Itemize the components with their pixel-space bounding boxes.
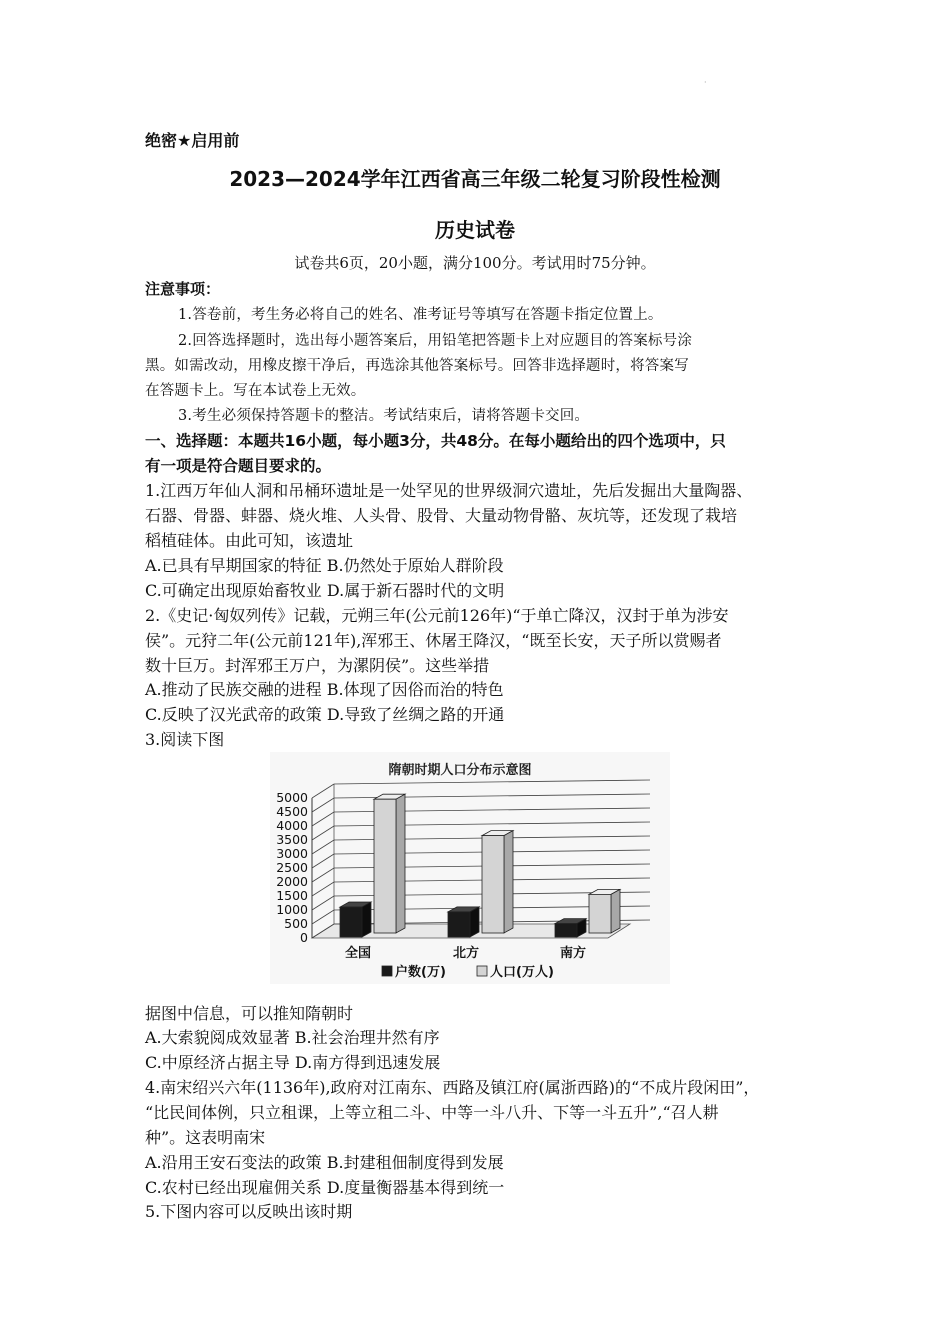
exam-subject: 历史试卷 — [435, 218, 515, 242]
x-category-label: 全国 — [344, 946, 372, 961]
legend-label: 人口(万人) — [490, 965, 554, 980]
q4-stem-2: “比民间体例，只立租课，上等立租二斗、中等一斗八升、下等一斗五升”,“召人耕 — [145, 1103, 719, 1122]
bar-1-2 — [589, 894, 611, 933]
y-tick-label: 5000 — [276, 790, 308, 805]
bar-side — [362, 902, 371, 937]
q1-options-ab: A.已具有早期国家的特征 B.仍然处于原始人群阶段 — [145, 556, 504, 575]
y-tick-label: 2000 — [276, 874, 308, 889]
q3-stem: 3.阅读下图 — [145, 730, 225, 749]
legend-swatch — [382, 966, 392, 976]
x-category-label: 南方 — [559, 946, 587, 961]
y-tick-label: 4500 — [276, 804, 308, 819]
q3-follow: 据图中信息，可以推知隋朝时 — [145, 1004, 354, 1023]
q4-options-ab: A.沿用王安石变法的政策 B.封建租佃制度得到发展 — [145, 1153, 504, 1172]
notice-item-3: 3.考生必须保持答题卡的整洁。考试结束后，请将答题卡交回。 — [178, 408, 590, 424]
legend-swatch — [477, 966, 487, 976]
q1-stem-3: 稻植硅体。由此可知，该遗址 — [145, 531, 354, 550]
q2-stem-2: 侯”。元狩二年(公元前121年),浑邪王、休屠王降汉，“既至长安，天子所以赏赐者 — [145, 631, 722, 650]
exam-title: 2023—2024学年江西省高三年级二轮复习阶段性检测 — [229, 167, 721, 191]
y-tick-label: 3000 — [276, 846, 308, 861]
y-tick-label: 1000 — [276, 902, 308, 917]
y-tick-label: 3500 — [276, 832, 308, 847]
y-tick-label: 500 — [284, 916, 308, 931]
legend-label: 户数(万) — [395, 965, 446, 980]
exam-meta: 试卷共6页，20小题，满分100分。考试用时75分钟。 — [294, 254, 656, 272]
q2-options-ab: A.推动了民族交融的进程 B.体现了因俗而治的特色 — [145, 680, 504, 699]
bar-1-1 — [482, 836, 504, 933]
bar-0-2 — [555, 924, 577, 937]
chart-title: 隋朝时期人口分布示意图 — [388, 763, 532, 778]
confidential-label: 绝密★启用前 — [145, 131, 240, 150]
bar-side — [396, 794, 405, 933]
q4-options-cd: C.农村已经出现雇佣关系 D.度量衡器基本得到统一 — [145, 1178, 505, 1197]
notice-item-2-cont2: 在答题卡上。写在本试卷上无效。 — [145, 383, 366, 399]
bar-0-1 — [448, 912, 470, 937]
section-heading: 一、选择题：本题共16小题，每小题3分，共48分。在每小题给出的四个选项中，只 — [145, 432, 726, 450]
y-tick-label: 0 — [300, 930, 308, 945]
bar-side — [611, 889, 620, 933]
notice-heading: 注意事项： — [145, 280, 221, 298]
bar-0-0 — [340, 907, 362, 937]
bar-side — [470, 907, 479, 937]
y-tick-label: 1500 — [276, 888, 308, 903]
notice-item-2-cont: 黑。如需改动，用橡皮擦干净后，再选涂其他答案标号。回答非选择题时，将答案写 — [145, 358, 689, 374]
q1-options-cd: C.可确定出现原始畜牧业 D.属于新石器时代的文明 — [145, 581, 505, 600]
bar-1-0 — [374, 799, 396, 933]
q4-stem: 4.南宋绍兴六年(1136年),政府对江南东、西路及镇江府(属浙西路)的“不成片段闲田”， — [145, 1078, 760, 1097]
q2-options-cd: C.反映了汉光武帝的政策 D.导致了丝绸之路的开通 — [145, 705, 505, 724]
q2-stem: 2.《史记·匈奴列传》记载，元朔三年(公元前126年)“于单亡降汉，汉封于单为涉安 — [145, 606, 729, 625]
q1-stem: 1.江西万年仙人洞和吊桶环遗址是一处罕见的世界级洞穴遗址，先后发掘出大量陶器、 — [145, 481, 753, 500]
notice-item-2: 2.回答选择题时，选出每小题答案后，用铅笔把答题卡上对应题目的答案标号涂 — [178, 333, 693, 349]
q3-options-ab: A.大索貌阅成效显著 B.社会治理井然有序 — [145, 1028, 440, 1047]
q2-stem-3: 数十巨万。封浑邪王万户，为漯阴侯”。这些举措 — [145, 656, 490, 675]
population-chart — [270, 752, 670, 984]
y-tick-label: 2500 — [276, 860, 308, 875]
x-category-label: 北方 — [452, 946, 480, 961]
q3-options-cd: C.中原经济占据主导 D.南方得到迅速发展 — [145, 1053, 441, 1072]
y-tick-label: 4000 — [276, 818, 308, 833]
q5-stem: 5.下图内容可以反映出该时期 — [145, 1202, 353, 1221]
q4-stem-3: 种”。这表明南宋 — [145, 1128, 266, 1147]
section-heading-cont: 有一项是符合题目要求的。 — [145, 457, 332, 475]
q1-stem-2: 石器、骨器、蚌器、烧火堆、人头骨、股骨、大量动物骨骼、灰坑等，还发现了栽培 — [145, 506, 738, 525]
scan-speck: · — [704, 78, 707, 87]
notice-item-1: 1.答卷前，考生务必将自己的姓名、准考证号等填写在答题卡指定位置上。 — [178, 307, 663, 323]
bar-side — [504, 831, 513, 933]
